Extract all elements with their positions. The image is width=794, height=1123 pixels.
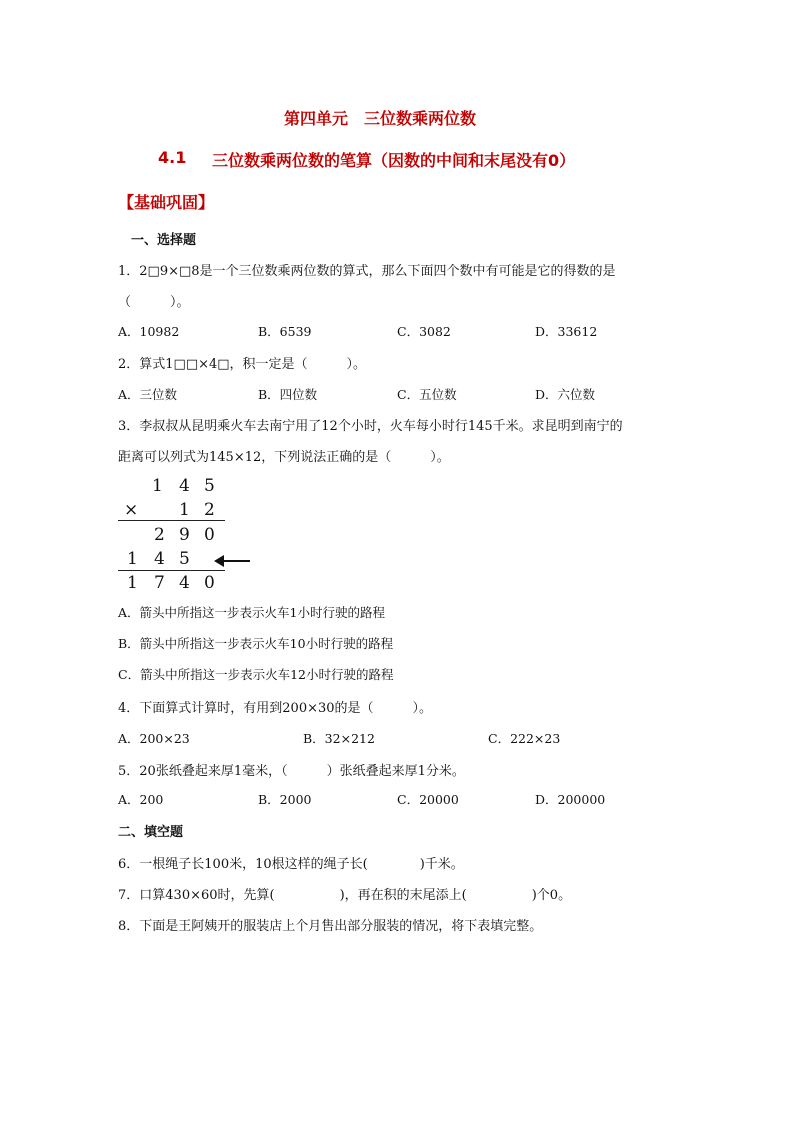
question-3-line2: 距离可以列式为145×12，下列说法正确的是（ ）。 (118, 450, 450, 465)
lesson-title: 三位数乘两位数的笔算（因数的中间和末尾没有0） (212, 151, 576, 170)
question-4-option-c[interactable]: C．222×23 (488, 731, 561, 746)
divider-line (118, 520, 225, 521)
divider-line (118, 570, 225, 571)
question-5-option-a[interactable]: A．200 (118, 792, 164, 807)
question-3-option-c[interactable]: C．箭头中所指这一步表示火车12小时行驶的路程 (118, 667, 394, 682)
digit: 4 (179, 573, 190, 593)
question-5-option-d[interactable]: D．200000 (535, 792, 606, 807)
arrow-left-icon (214, 555, 224, 567)
digit: 2 (204, 500, 215, 520)
question-1-line2: （ ）。 (118, 295, 190, 310)
unit-title: 第四单元 三位数乘两位数 (284, 109, 477, 128)
question-2-option-d[interactable]: D．六位数 (535, 387, 596, 402)
digit: 5 (179, 549, 190, 569)
question-2-text: 2．算式1□□×4□，积一定是（ ）。 (118, 357, 367, 372)
question-5-text: 5．20张纸叠起来厚1毫米，（ ）张纸叠起来厚1分米。 (118, 764, 465, 779)
digit: 1 (152, 476, 163, 496)
question-3-option-b[interactable]: B．箭头中所指这一步表示火车10小时行驶的路程 (118, 636, 394, 651)
digit: 7 (154, 573, 165, 593)
digit: 4 (154, 549, 165, 569)
question-2-option-a[interactable]: A．三位数 (118, 387, 178, 402)
arrow-shaft (222, 560, 250, 562)
digit: 9 (179, 525, 190, 545)
section-fill-heading: 二、填空题 (118, 825, 184, 840)
digit: 1 (127, 573, 138, 593)
question-1-option-c[interactable]: C．3082 (397, 324, 451, 339)
question-4-option-b[interactable]: B．32×212 (303, 731, 375, 746)
question-4-option-a[interactable]: A．200×23 (118, 731, 190, 746)
section-choice-heading: 一、选择题 (131, 233, 197, 248)
digit: 1 (127, 549, 138, 569)
question-3-line1: 3．李叔叔从昆明乘火车去南宁用了12个小时，火车每小时行145千米。求昆明到南宁的 (118, 419, 623, 434)
question-1-option-d[interactable]: D．33612 (535, 324, 598, 339)
question-1-option-b[interactable]: B．6539 (258, 324, 312, 339)
question-6-text: 6．一根绳子长100米，10根这样的绳子长( )千米。 (118, 857, 464, 872)
digit: 1 (179, 500, 190, 520)
question-4-text: 4．下面算式计算时，有用到200×30的是（ ）。 (118, 701, 433, 716)
question-1-option-a[interactable]: A．10982 (118, 324, 180, 339)
question-1-line1: 1．2□9×□8是一个三位数乘两位数的算式，那么下面四个数中有可能是它的得数的是 (118, 264, 616, 279)
question-2-option-c[interactable]: C．五位数 (397, 387, 457, 402)
question-3-option-a[interactable]: A．箭头中所指这一步表示火车1小时行驶的路程 (118, 605, 385, 620)
digit: 0 (204, 525, 215, 545)
question-2-option-b[interactable]: B．四位数 (258, 387, 318, 402)
multiply-sign: × (124, 500, 139, 520)
question-5-option-c[interactable]: C．20000 (397, 792, 459, 807)
question-7-text: 7．口算430×60时，先算( )，再在积的末尾添上( )个0。 (118, 888, 572, 903)
digit: 2 (154, 525, 165, 545)
consolidation-tag: 【基础巩固】 (118, 193, 215, 212)
question-8-text: 8．下面是王阿姨开的服装店上个月售出部分服装的情况，将下表填完整。 (118, 919, 543, 934)
digit: 0 (204, 573, 215, 593)
lesson-number: 4.1 (158, 148, 187, 167)
digit: 5 (204, 476, 215, 496)
digit: 4 (179, 476, 190, 496)
question-5-option-b[interactable]: B．2000 (258, 792, 312, 807)
